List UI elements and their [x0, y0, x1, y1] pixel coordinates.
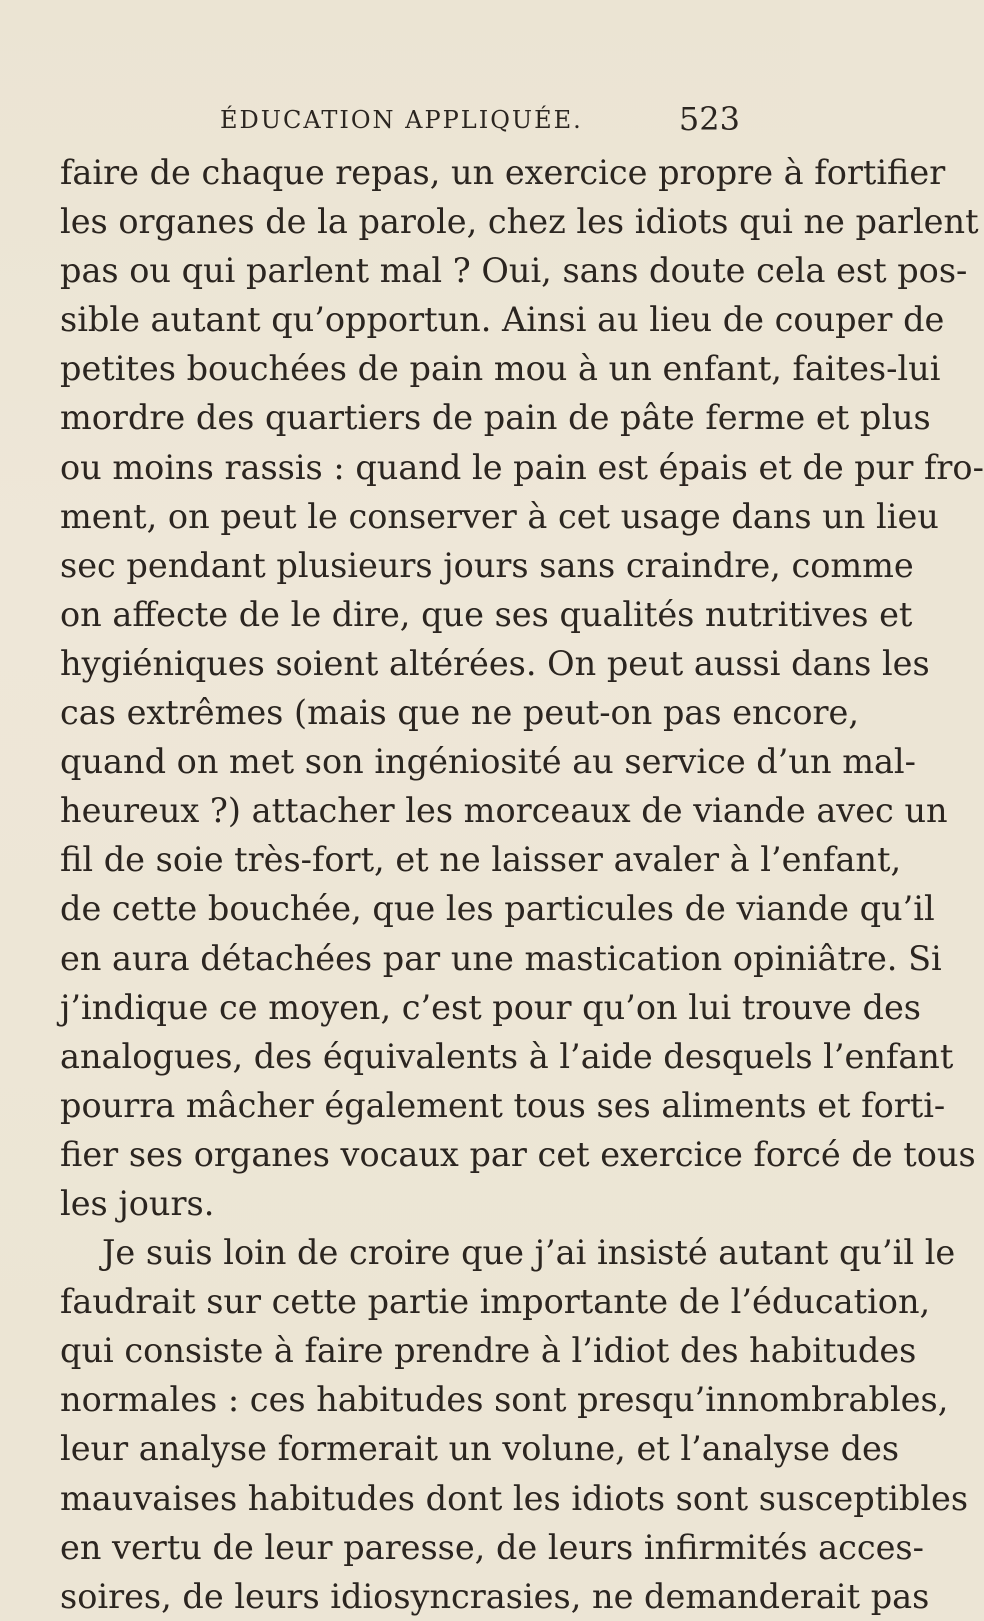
text-line: hygiéniques soient altérées. On peut aussi dans les — [60, 643, 930, 683]
text-line: pas ou qui parlent mal ? Oui, sans doute cela est pos- — [60, 251, 968, 291]
text-line: les organes de la parole, chez les idiots qui ne parlent — [60, 202, 979, 242]
text-line: fil de soie très-fort, et ne laisser avaler à l’enfant, — [60, 840, 902, 880]
text-line: heureux ?) attacher les morceaux de viande avec un — [60, 791, 948, 831]
text-line: mauvaises habitudes dont les idiots sont susceptibles — [60, 1478, 969, 1518]
text-line: cas extrêmes (mais que ne peut-on pas encore, — [60, 693, 860, 733]
text-line: faudrait sur cette partie importante de l’éducation, — [60, 1282, 931, 1322]
text-line: de cette bouchée, que les particules de viande qu’il — [60, 889, 935, 929]
text-line: leur analyse formerait un volune, et l’analyse des — [60, 1429, 900, 1469]
text-line: sec pendant plusieurs jours sans craindre, comme — [60, 545, 914, 585]
paragraph-end-line: les jours. — [60, 1183, 215, 1223]
text-line: normales : ces habitudes sont presqu’innombrables, — [60, 1380, 949, 1420]
text-line: sible autant qu’opportun. Ainsi au lieu de couper de — [60, 300, 945, 340]
text-line: soires, de leurs idiosyncrasies, ne demanderait pas — [60, 1576, 930, 1616]
text-line: petites bouchées de pain mou à un enfant, faites-lui — [60, 349, 941, 389]
text-line: en vertu de leur paresse, de leurs infirmités acces- — [60, 1527, 924, 1567]
text-line: fier ses organes vocaux par cet exercice forcé de tous — [60, 1134, 976, 1174]
text-line: analogues, des équivalents à l’aide desquels l’enfant — [60, 1036, 954, 1076]
body-text — [60, 148, 984, 1621]
running-head — [60, 100, 740, 140]
text-line: quand on met son ingéniosité au service d’un mal- — [60, 742, 916, 782]
text-line: ment, on peut le conserver à cet usage dans un lieu — [60, 496, 939, 536]
paragraph-start-line: Je suis loin de croire que j’ai insisté autant qu’il le — [102, 1233, 956, 1273]
text-line: ou moins rassis : quand le pain est épais et de pur fro- — [60, 447, 984, 487]
text-line: mordre des quartiers de pain de pâte ferme et plus — [60, 398, 931, 438]
text-line: on affecte de le dire, que ses qualités nutritives et — [60, 594, 913, 634]
text-line: pourra mâcher également tous ses aliments et forti- — [60, 1085, 946, 1125]
page-number: 523 — [678, 100, 740, 138]
text-line: en aura détachées par une mastication opiniâtre. Si — [60, 938, 942, 978]
text-line: qui consiste à faire prendre à l’idiot des habitudes — [60, 1331, 917, 1371]
text-line: faire de chaque repas, un exercice propre à fortifier — [60, 153, 946, 192]
text-line: j’indique ce moyen, c’est pour qu’on lui trouve des — [60, 987, 921, 1027]
running-title: ÉDUCATION APPLIQUÉE. — [220, 106, 583, 134]
